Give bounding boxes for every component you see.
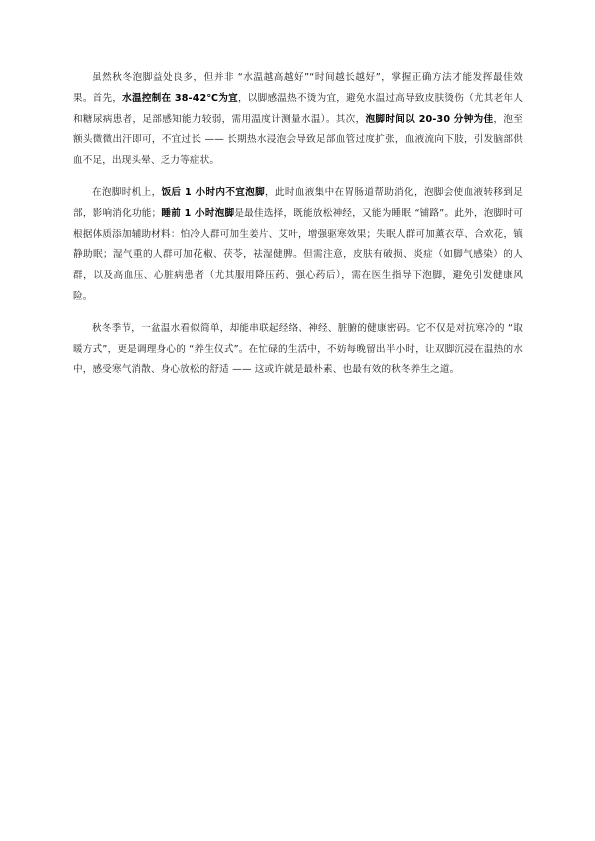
paragraph-water-temperature-and-duration	[73, 68, 523, 172]
text-run: ，此时血液集中在胃肠道帮助消化，泡脚会使血液转移到足部，影响消化功能；	[73, 186, 523, 219]
bold-soak-duration: 泡脚时间以 20-30 分钟为佳	[365, 113, 494, 125]
text-run: ，泡至额头微微出汗即可，不宜过长 —— 长期热水浸泡会导致足部血管过度扩张，血液流向下肢，引发脑部供血不足，出现头晕、乏力等症状。	[73, 113, 524, 167]
text-run: 秋冬季节，一盆温水看似简单，却能串联起经络、神经、脏腑的健康密码。它不仅是对抗寒冷的 “取暖方式”，更是调理身心的 “养生仪式”。在忙碌的生活中，不妨每晚留出半小时，让双脚沉浸在温热的水中，感受寒气消散、身心放松的舒适 —— 这或许就是最朴素、也最有效的秋冬养生之道。	[73, 322, 523, 376]
text-run: 是最佳选择，既能放松神经，又能为睡眠 “铺路”。此外，泡脚时可根据体质添加辅助材料：怕冷人群可加生姜片、艾叶，增强驱寒效果；失眠人群可加薰衣草、合欢花，镇静助眠；湿气重的人群可加花椒、茯苓，祛湿健脾。但需注意，皮肤有破损、炎症（如脚气感染）的人群，以及高血压、心脏病患者（尤其服用降压药、强心药后），需在医生指导下泡脚，避免引发健康风险。	[73, 207, 524, 302]
text-run: 在泡脚时机上，	[92, 186, 162, 198]
document-body	[73, 68, 523, 392]
text-run: 虽然秋冬泡脚益处良多，但并非 “水温越高越好”“时间越长越好”，掌握正确方法才能发挥最佳效果。首先，	[73, 72, 523, 104]
bold-water-temperature: 水温控制在 38-42℃为宜	[122, 92, 238, 104]
paragraph-conclusion	[73, 319, 523, 381]
text-run: ，以脚感温热不烫为宜，避免水温过高导致皮肤烫伤（尤其老年人和糖尿病患者，足部感知能力较弱，需用温度计测量水温）。其次，	[73, 92, 523, 125]
bold-before-sleep: 睡前 1 小时泡脚	[161, 207, 235, 219]
bold-after-meal-warning: 饭后 1 小时内不宜泡脚	[161, 186, 266, 198]
paragraph-timing-and-additives	[73, 183, 523, 308]
